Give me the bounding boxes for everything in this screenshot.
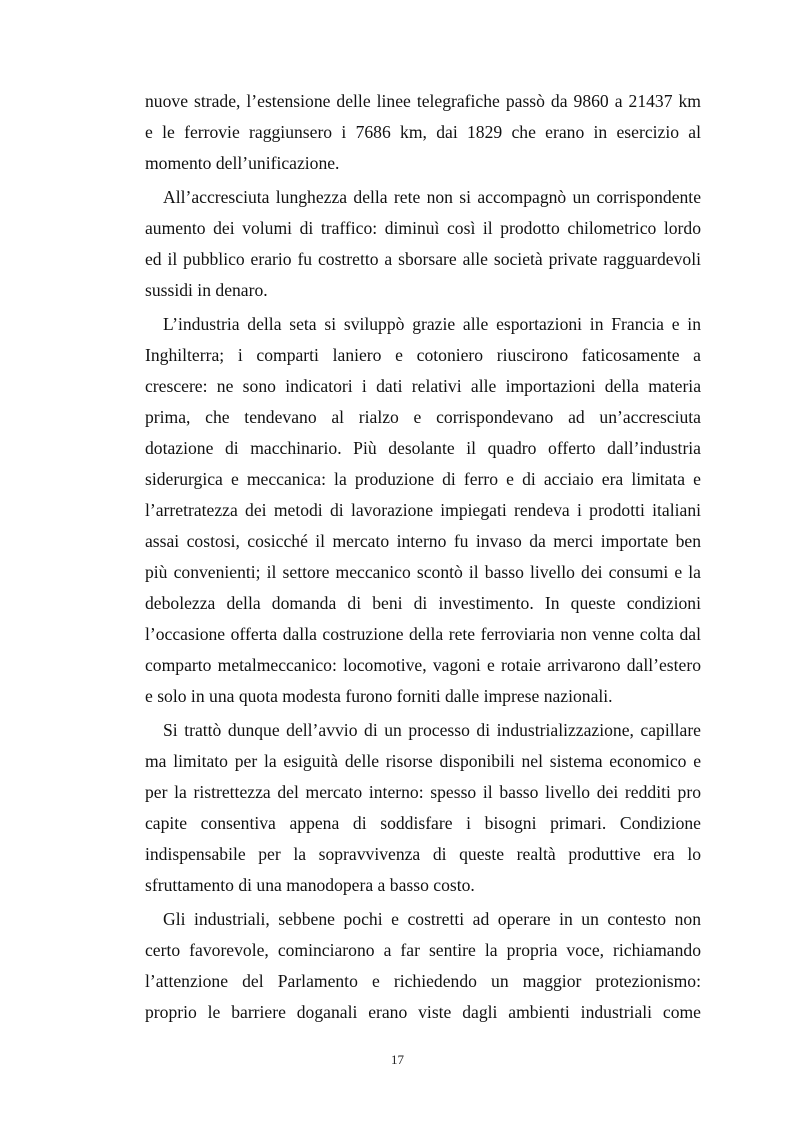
text-line: debolezza della domanda di beni di investimento. In queste condizioni [145, 593, 701, 613]
body-text [145, 86, 701, 1028]
text-line: certo favorevole, cominciarono a far sentire la propria voce, richiamando [145, 940, 701, 960]
text-line: e le ferrovie raggiunsero i 7686 km, dai 1829 che erano in esercizio al [145, 122, 701, 142]
text-line: ed il pubblico erario fu costretto a sborsare alle società private ragguardevoli [145, 249, 701, 269]
text-line: indispensabile per la sopravvivenza di queste realtà produttive era lo [145, 844, 701, 864]
text-line: capite consentiva appena di soddisfare i bisogni primari. Condizione [145, 813, 701, 833]
text-line: più convenienti; il settore meccanico scontò il basso livello dei consumi e la [145, 562, 701, 582]
text-line: momento dell’unificazione. [145, 153, 340, 173]
text-line: aumento dei volumi di traffico: diminuì così il prodotto chilometrico lordo [145, 218, 701, 238]
text-line: siderurgica e meccanica: la produzione di ferro e di acciaio era limitata e [145, 469, 701, 489]
text-line: assai costosi, cosicché il mercato interno fu invaso da merci importate ben [145, 531, 701, 551]
text-line: sussidi in denaro. [145, 280, 268, 300]
text-line: nuove strade, l’estensione delle linee telegrafiche passò da 9860 a 21437 km [145, 91, 701, 111]
text-line: Si trattò dunque dell’avvio di un processo di industrializzazione, capillare [163, 720, 701, 740]
text-line: crescere: ne sono indicatori i dati relativi alle importazioni della materia [145, 376, 701, 396]
text-line: All’accresciuta lunghezza della rete non si accompagnò un corrispondente [163, 187, 701, 207]
text-line: l’arretratezza dei metodi di lavorazione impiegati rendeva i prodotti italiani [145, 500, 701, 520]
text-line: l’attenzione del Parlamento e richiedendo un maggior protezionismo: [145, 971, 701, 991]
paragraph [145, 309, 701, 712]
text-line: Gli industriali, sebbene pochi e costretti ad operare in un contesto non [163, 909, 701, 929]
text-line: sfruttamento di una manodopera a basso costo. [145, 875, 475, 895]
text-line: prima, che tendevano al rialzo e corrispondevano ad un’accresciuta [145, 407, 701, 427]
paragraph [145, 86, 701, 179]
text-line: dotazione di macchinario. Più desolante il quadro offerto dall’industria [145, 438, 701, 458]
paragraph [145, 904, 701, 1028]
paragraph [145, 182, 701, 306]
page-number: 17 [391, 1052, 404, 1067]
text-line: per la ristrettezza del mercato interno: spesso il basso livello dei redditi pro [145, 782, 701, 802]
paragraph [145, 715, 701, 901]
text-line: proprio le barriere doganali erano viste dagli ambienti industriali come [145, 1002, 701, 1022]
text-line: Inghilterra; i comparti laniero e cotoniero riuscirono faticosamente a [145, 345, 701, 365]
text-line: ma limitato per la esiguità delle risorse disponibili nel sistema economico e [145, 751, 701, 771]
text-line: comparto metalmeccanico: locomotive, vagoni e rotaie arrivarono dall’estero [145, 655, 701, 675]
text-line: e solo in una quota modesta furono forniti dalle imprese nazionali. [145, 686, 613, 706]
text-line: L’industria della seta si sviluppò grazie alle esportazioni in Francia e in [163, 314, 701, 334]
text-line: l’occasione offerta dalla costruzione della rete ferroviaria non venne colta dal [145, 624, 701, 644]
